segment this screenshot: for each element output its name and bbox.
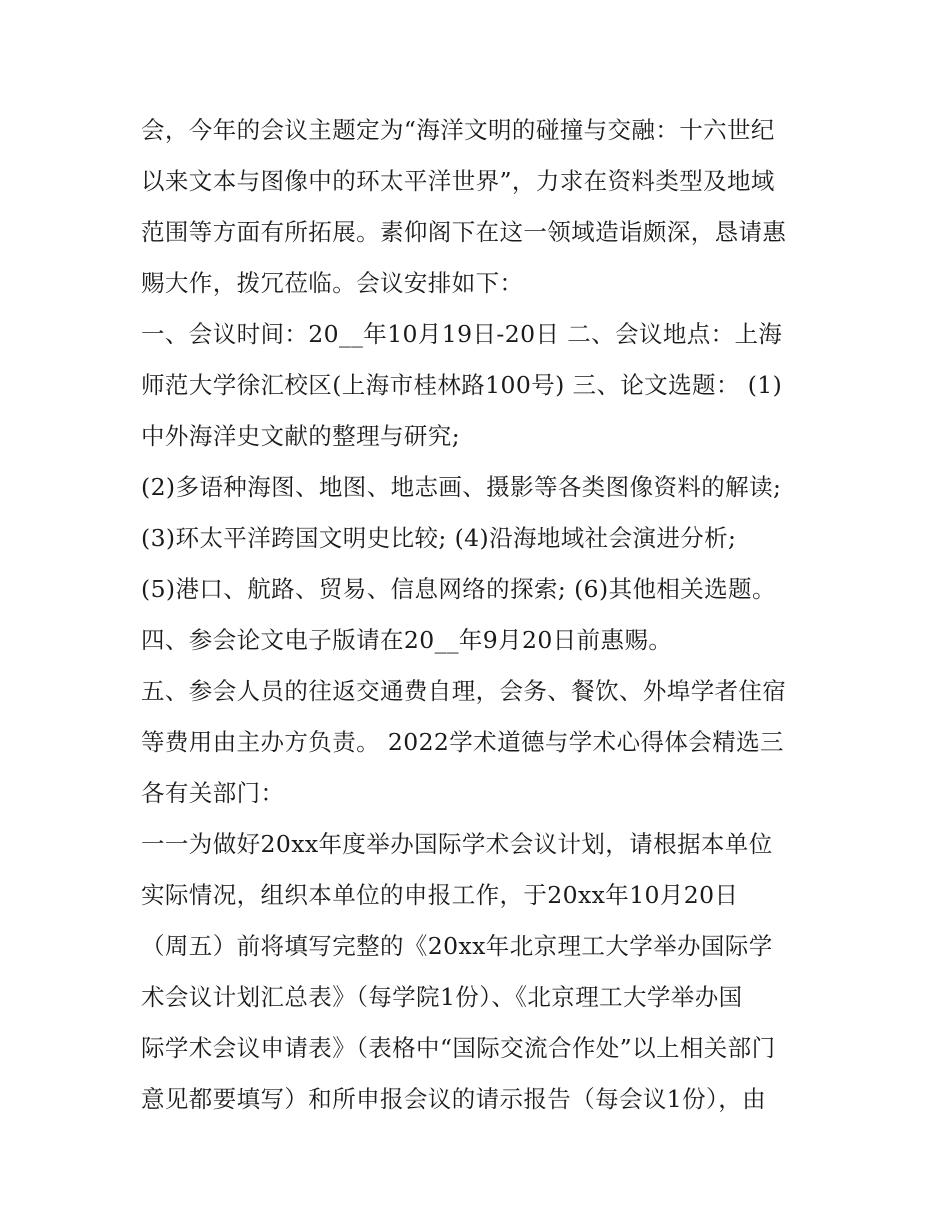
text-line-5: 一、会议时间：20__年10月19日-20日 二、会议地点：上海	[141, 320, 783, 348]
text-line-4: 赐大作，拨冗莅临。会议安排如下：	[141, 269, 524, 297]
text-line-10: (5)港口、航路、贸易、信息网络的探索; (6)其他相关选题。	[141, 575, 776, 603]
text-line-2: 以来文本与图像中的环太平洋世界”，力求在资料类型及地域	[141, 167, 775, 195]
text-line-1: 会，今年的会议主题定为“海洋文明的碰撞与交融：十六世纪	[141, 116, 775, 144]
text-line-8: (2)多语种海图、地图、地志画、摄影等各类图像资料的解读;	[141, 473, 782, 501]
text-line-15: 一一为做好20xx年度举办国际学术会议计划，请根据本单位	[141, 830, 773, 858]
text-line-14: 各有关部门：	[141, 779, 285, 807]
text-line-12: 五、参会人员的往返交通费自理，会务、餐饮、外埠学者住宿	[141, 677, 787, 705]
text-line-9: (3)环太平洋跨国文明史比较; (4)沿海地域社会演进分析;	[141, 524, 737, 552]
text-line-17: （周五）前将填写完整的《20xx年北京理工大学举办国际学	[141, 932, 773, 960]
text-line-16: 实际情况，组织本单位的申报工作，于20xx年10月20日	[141, 881, 739, 909]
text-line-19: 际学术会议申请表》（表格中“国际交流合作处”以上相关部门	[141, 1034, 776, 1062]
text-line-20: 意见都要填写）和所申报会议的请示报告（每会议1份），由	[141, 1085, 767, 1113]
text-line-6: 师范大学徐汇校区(上海市桂林路100号) 三、论文选题： (1)	[141, 371, 783, 399]
document-body	[141, 105, 821, 1125]
text-line-3: 范围等方面有所拓展。素仰阁下在这一领域造诣颇深，恳请惠	[141, 218, 787, 246]
text-line-18: 术会议计划汇总表》（每学院1份）、《北京理工大学举办国	[141, 983, 743, 1011]
text-line-7: 中外海洋史文献的整理与研究;	[141, 422, 461, 450]
text-line-13: 等费用由主办方负责。 2022学术道德与学术心得体会精选三	[141, 728, 784, 756]
text-line-11: 四、参会论文电子版请在20__年9月20日前惠赐。	[141, 626, 673, 654]
